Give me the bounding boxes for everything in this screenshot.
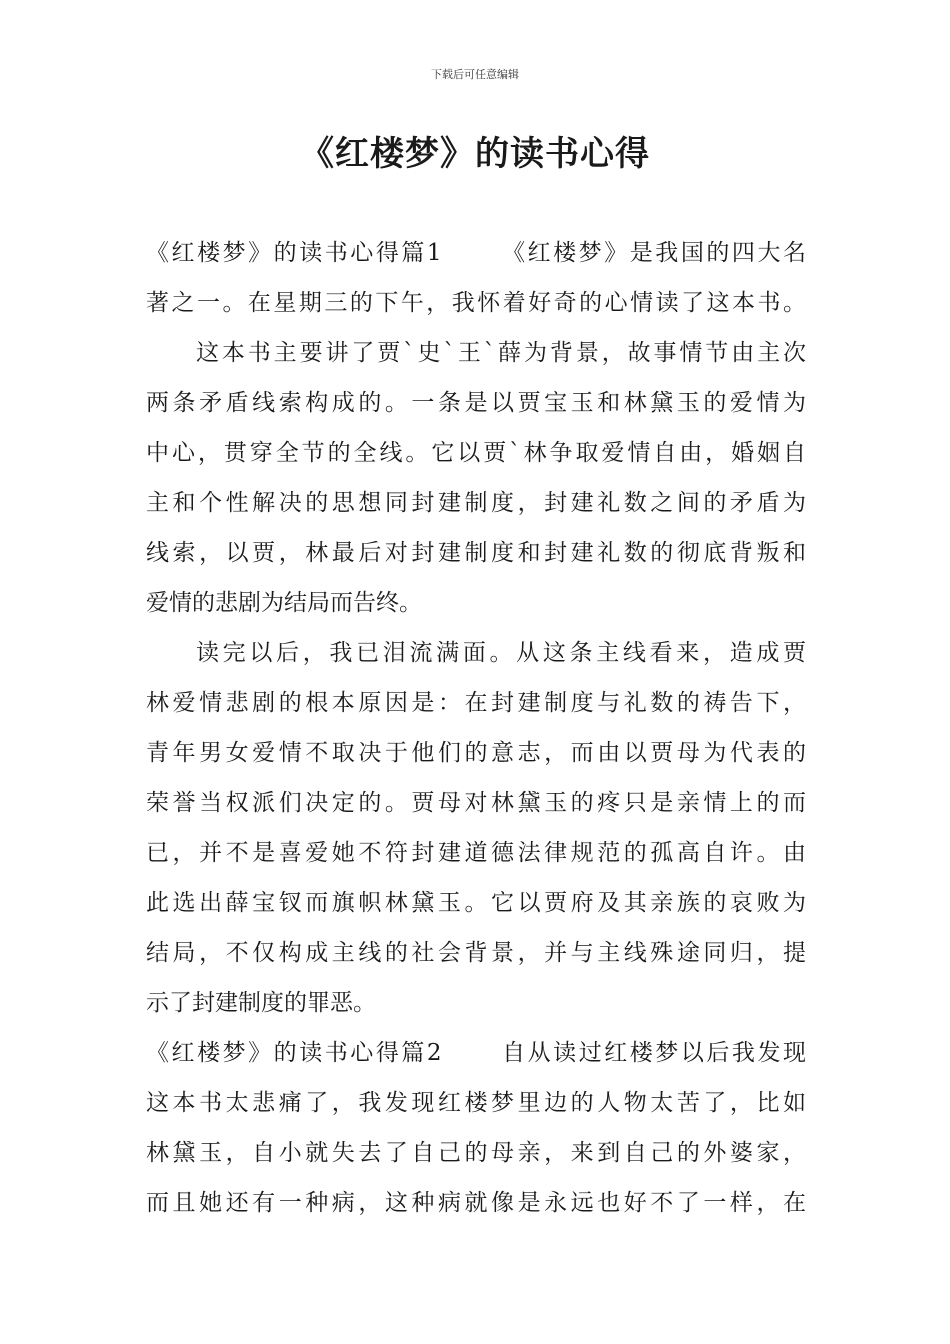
text-line: 已，并不是喜爱她不符封建道德法律规范的孤高自许。由 bbox=[146, 840, 806, 866]
text-line: 而且她还有一种病，这种病就像是永远也好不了一样，在 bbox=[146, 1190, 806, 1216]
document-title: 《红楼梦》的读书心得 bbox=[300, 134, 650, 174]
text-line: 著之一。在星期三的下午，我怀着好奇的心情读了这本书。 bbox=[146, 290, 806, 316]
text-line: 结局，不仅构成主线的社会背景，并与主线殊途同归，提 bbox=[146, 940, 806, 966]
section-heading: 《红楼梦》的读书心得篇2 bbox=[146, 1040, 442, 1066]
text-line bbox=[146, 1028, 806, 1078]
text-line: 读完以后，我已泪流满面。从这条主线看来，造成贾 bbox=[196, 640, 806, 666]
text-line: 这本书主要讲了贾`史`王`薛为背景，故事情节由主次 bbox=[196, 340, 806, 366]
text-line: 线索，以贾，林最后对封建制度和封建礼数的彻底背叛和 bbox=[146, 540, 806, 566]
document-body bbox=[146, 228, 806, 1228]
text-line: 爱情的悲剧为结局而告终。 bbox=[146, 590, 422, 616]
text-line: 荣誉当权派们决定的。贾母对林黛玉的疼只是亲情上的而 bbox=[146, 790, 806, 816]
header-note: 下载后可任意编辑 bbox=[431, 68, 519, 81]
text-line: 林黛玉，自小就失去了自己的母亲，来到自己的外婆家， bbox=[146, 1140, 806, 1166]
text-line: 林爱情悲剧的根本原因是：在封建制度与礼数的祷告下， bbox=[146, 690, 806, 716]
text-line: 此选出薛宝钗而旗帜林黛玉。它以贾府及其亲族的哀败为 bbox=[146, 890, 806, 916]
text-segment: 自从读过红楼梦以后我发现 bbox=[499, 1040, 806, 1066]
section-heading: 《红楼梦》的读书心得篇1 bbox=[146, 240, 442, 266]
text-line: 这本书太悲痛了，我发现红楼梦里边的人物太苦了，比如 bbox=[146, 1090, 806, 1116]
text-line: 两条矛盾线索构成的。一条是以贾宝玉和林黛玉的爱情为 bbox=[146, 390, 806, 416]
text-line: 主和个性解决的思想同封建制度，封建礼数之间的矛盾为 bbox=[146, 490, 806, 516]
text-line: 中心，贯穿全节的全线。它以贾`林争取爱情自由，婚姻自 bbox=[146, 440, 806, 466]
text-segment: 《红楼梦》是我国的四大名 bbox=[499, 240, 806, 266]
text-line: 示了封建制度的罪恶。 bbox=[146, 990, 376, 1016]
text-line: 青年男女爱情不取决于他们的意志，而由以贾母为代表的 bbox=[146, 740, 806, 766]
text-line bbox=[146, 228, 806, 278]
